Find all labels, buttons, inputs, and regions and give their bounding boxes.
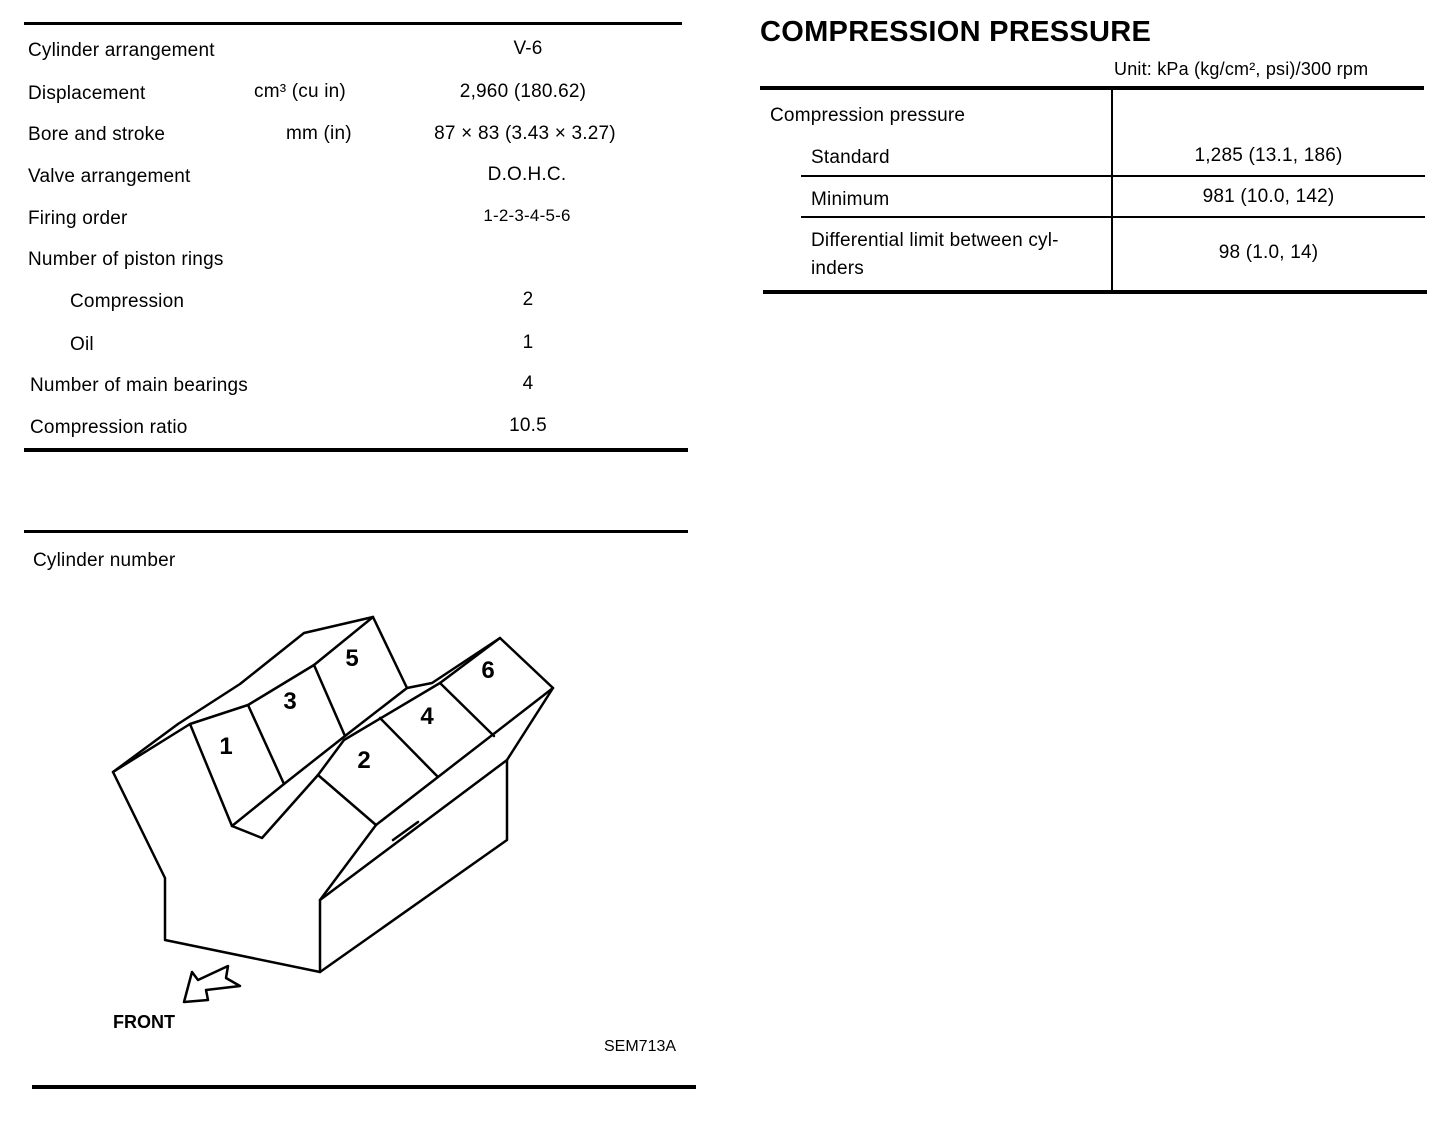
row-label: inders [811, 258, 864, 279]
spec-value: 87 × 83 (3.43 × 3.27) [434, 123, 616, 144]
spec-value: 4 [522, 373, 534, 394]
v6-engine-diagram [0, 0, 720, 1080]
row-value: 981 (10.0, 142) [1202, 186, 1335, 207]
cylinder-number: 6 [481, 657, 495, 684]
spec-value: 2,960 (180.62) [459, 81, 587, 102]
row-label: Differential limit between cyl- [811, 230, 1059, 251]
compression-table-bottom-rule [763, 290, 1427, 294]
spec-label: Number of main bearings [30, 375, 248, 396]
spec-unit: mm (in) [286, 123, 352, 144]
cylinder-number: 1 [219, 733, 233, 760]
spec-value: 1 [522, 332, 534, 353]
spec-label: Compression [70, 291, 185, 312]
spec-label: Compression ratio [30, 417, 188, 438]
cylinder-divider [248, 705, 284, 784]
section-title: COMPRESSION PRESSURE [760, 16, 1152, 48]
valley-edge [232, 688, 407, 826]
cylinder-number: 5 [345, 645, 359, 672]
spec-label: Firing order [28, 208, 128, 229]
group-label: Compression pressure [770, 105, 966, 126]
spec-value: 1-2-3-4-5-6 [483, 206, 571, 225]
spec-value: 10.5 [509, 415, 547, 436]
spec-label: Oil [70, 334, 94, 355]
row-value: 1,285 (13.1, 186) [1194, 145, 1343, 166]
front-face-right [320, 760, 507, 900]
left-bank-top [113, 617, 373, 772]
spec-unit: cm³ (cu in) [254, 81, 346, 102]
front-face-edge [320, 825, 376, 972]
front-label: FRONT [113, 1012, 175, 1032]
spec-value: D.O.H.C. [487, 164, 567, 185]
row-divider [801, 175, 1425, 177]
cylinder-number: 3 [283, 688, 297, 715]
compression-table-top-rule [760, 86, 1424, 90]
spec-label: Cylinder arrangement [28, 40, 215, 61]
spec-label: Valve arrangement [28, 166, 191, 187]
cylinder-number: 4 [420, 703, 434, 730]
spec-label: Displacement [28, 83, 146, 104]
left-bank-lower-edge [190, 724, 318, 838]
right-bank-lower-edge [318, 688, 553, 825]
row-value: 98 (1.0, 14) [1218, 242, 1319, 263]
row-label: Minimum [811, 189, 890, 210]
cylinder-divider [440, 683, 494, 736]
row-divider [801, 216, 1425, 218]
figure-caption: Cylinder number [33, 550, 176, 571]
figure-bottom-rule [32, 1085, 696, 1089]
cylinder-divider [314, 665, 345, 736]
row-label: Standard [811, 147, 890, 168]
spec-value: 2 [522, 289, 534, 310]
spec-value: V-6 [513, 38, 543, 59]
cylinder-number: 2 [357, 747, 371, 774]
unit-note: Unit: kPa (kg/cm², psi)/300 rpm [1114, 59, 1369, 79]
front-arrow-icon [184, 966, 240, 1002]
figure-code: SEM713A [604, 1038, 677, 1055]
spec-label: Number of piston rings [28, 249, 224, 270]
spec-label: Bore and stroke [28, 124, 166, 145]
